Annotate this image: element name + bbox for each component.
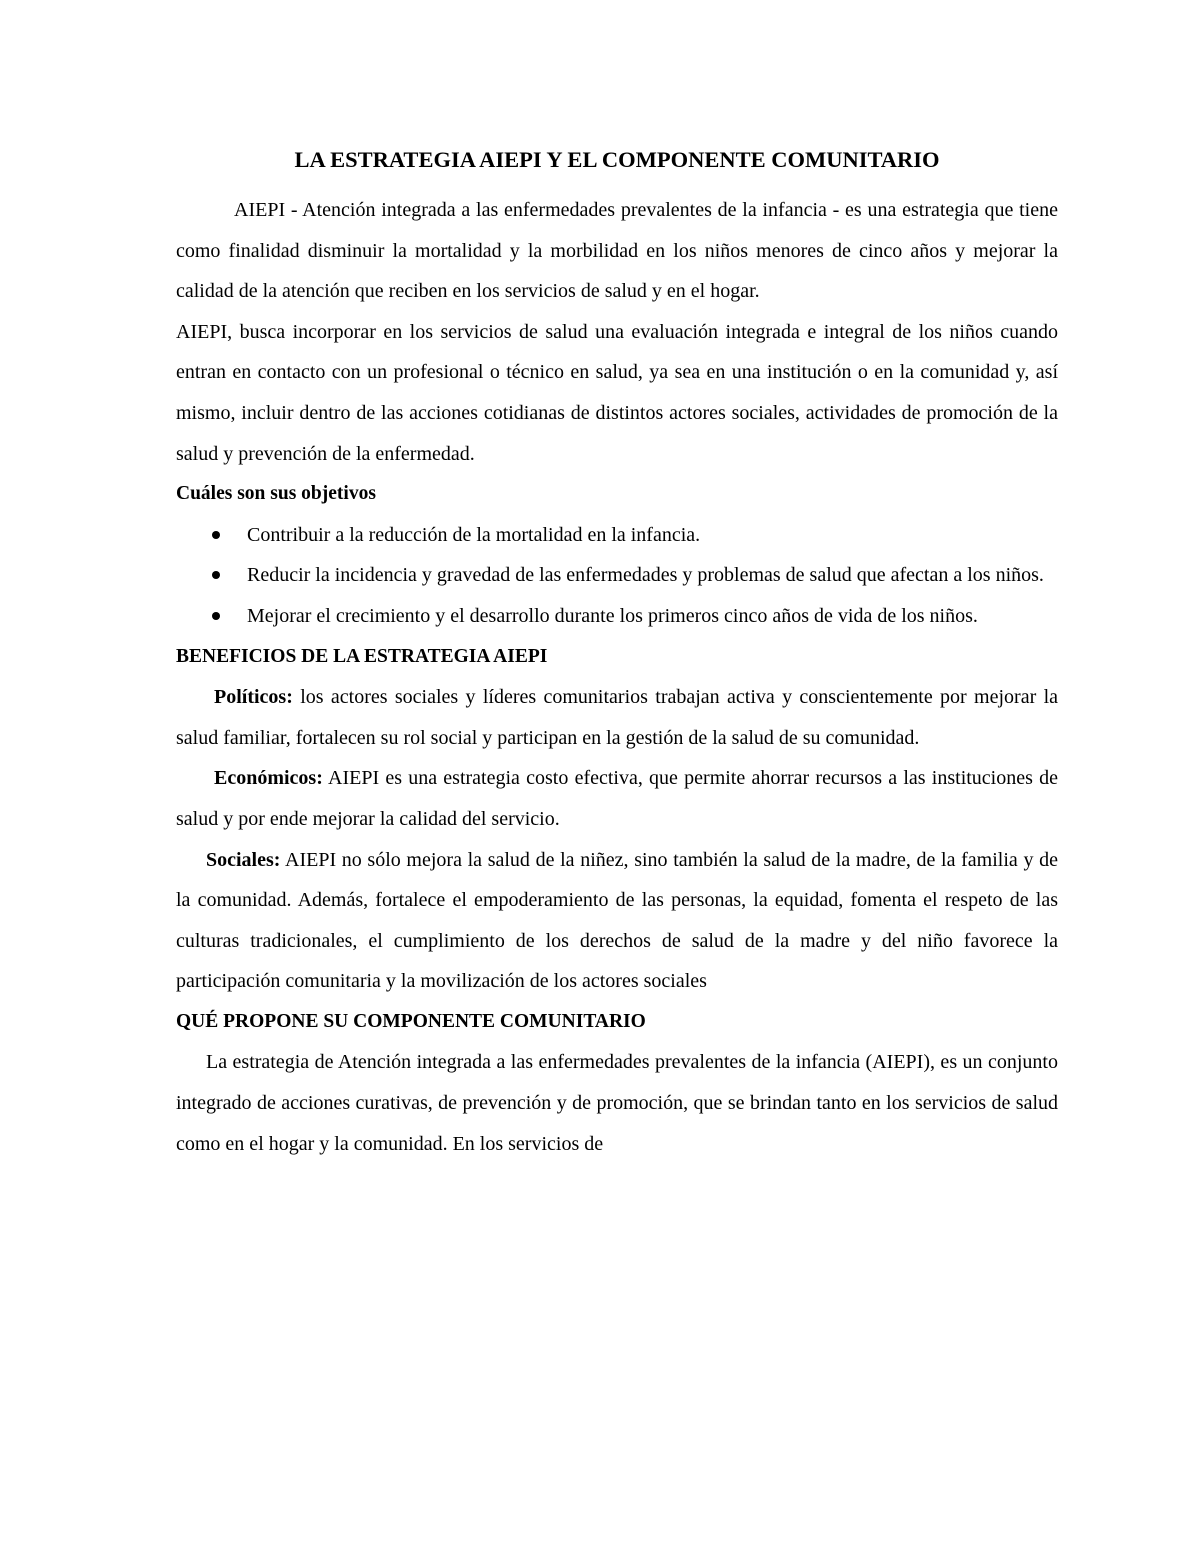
benefit-text: los actores sociales y líderes comunitarios trabajan activa y conscientemente por mejorar la salud familiar, fortalecen su rol social y participan en la gestión de la salud de su comunidad. bbox=[176, 686, 1058, 749]
benefits-heading: BENEFICIOS DE LA ESTRATEGIA AIEPI bbox=[176, 645, 548, 667]
benefit-economic bbox=[176, 758, 1058, 839]
benefit-social bbox=[176, 840, 1058, 1002]
document-content bbox=[176, 140, 1058, 1164]
benefit-text: AIEPI es una estrategia costo efectiva, que permite ahorrar recursos a las instituciones de salud y por ende mejorar la calidad del servicio. bbox=[176, 767, 1058, 830]
benefit-label: Económicos: bbox=[214, 767, 323, 790]
community-paragraph: La estrategia de Atención integrada a las enfermedades prevalentes de la infancia (AIEPI), es un conjunto integrado de acciones curativas, de prevención y de promoción, que se brindan tanto en los servicios de salud como en el hogar y la comunidad. En los servicios de bbox=[176, 1051, 1058, 1155]
community-heading: QUÉ PROPONE SU COMPONENTE COMUNITARIO bbox=[176, 1010, 646, 1032]
intro-paragraph: AIEPI - Atención integrada a las enfermedades prevalentes de la infancia - es una estrategia que tiene como finalidad disminuir la mortalidad y la morbilidad en los niños menores de cinco años y mejorar la calidad de la atención que reciben en los servicios de salud y en el hogar. bbox=[176, 199, 1058, 303]
benefit-label: Políticos: bbox=[214, 686, 293, 709]
document-title: LA ESTRATEGIA AIEPI Y EL COMPONENTE COMUNITARIO bbox=[294, 147, 940, 172]
second-paragraph: AIEPI, busca incorporar en los servicios de salud una evaluación integrada e integral de los niños cuando entran en contacto con un profesional o técnico en salud, ya sea en una institución o en la comunidad y, así mismo, incluir dentro de las acciones cotidianas de distintos actores sociales, actividades de promoción de la salud y prevención de la enfermedad. bbox=[176, 320, 1058, 465]
bullet-icon bbox=[212, 612, 220, 620]
benefit-label: Sociales: bbox=[206, 848, 281, 871]
benefit-political bbox=[176, 677, 1058, 758]
objectives-heading: Cuáles son sus objetivos bbox=[176, 483, 376, 505]
benefit-text: AIEPI no sólo mejora la salud de la niñez, sino también la salud de la madre, de la familia y de la comunidad. Además, fortalece el empoderamiento de las personas, la equidad, fomenta el respeto de las culturas tradicionales, el cumplimiento de los derechos de salud de la madre y del niño favorece la participación comunitaria y la movilización de los actores sociales bbox=[176, 848, 1058, 993]
objectives-list bbox=[176, 515, 1058, 637]
list-item bbox=[176, 596, 1058, 637]
objective-text: Contribuir a la reducción de la mortalidad en la infancia. bbox=[247, 523, 701, 546]
objective-text: Reducir la incidencia y gravedad de las enfermedades y problemas de salud que afectan a los niños. bbox=[247, 564, 1044, 587]
list-item bbox=[176, 515, 1058, 556]
list-item bbox=[176, 555, 1058, 596]
bullet-icon bbox=[212, 531, 220, 539]
objective-text: Mejorar el crecimiento y el desarrollo durante los primeros cinco años de vida de los niños. bbox=[247, 604, 978, 627]
bullet-icon bbox=[212, 571, 220, 579]
